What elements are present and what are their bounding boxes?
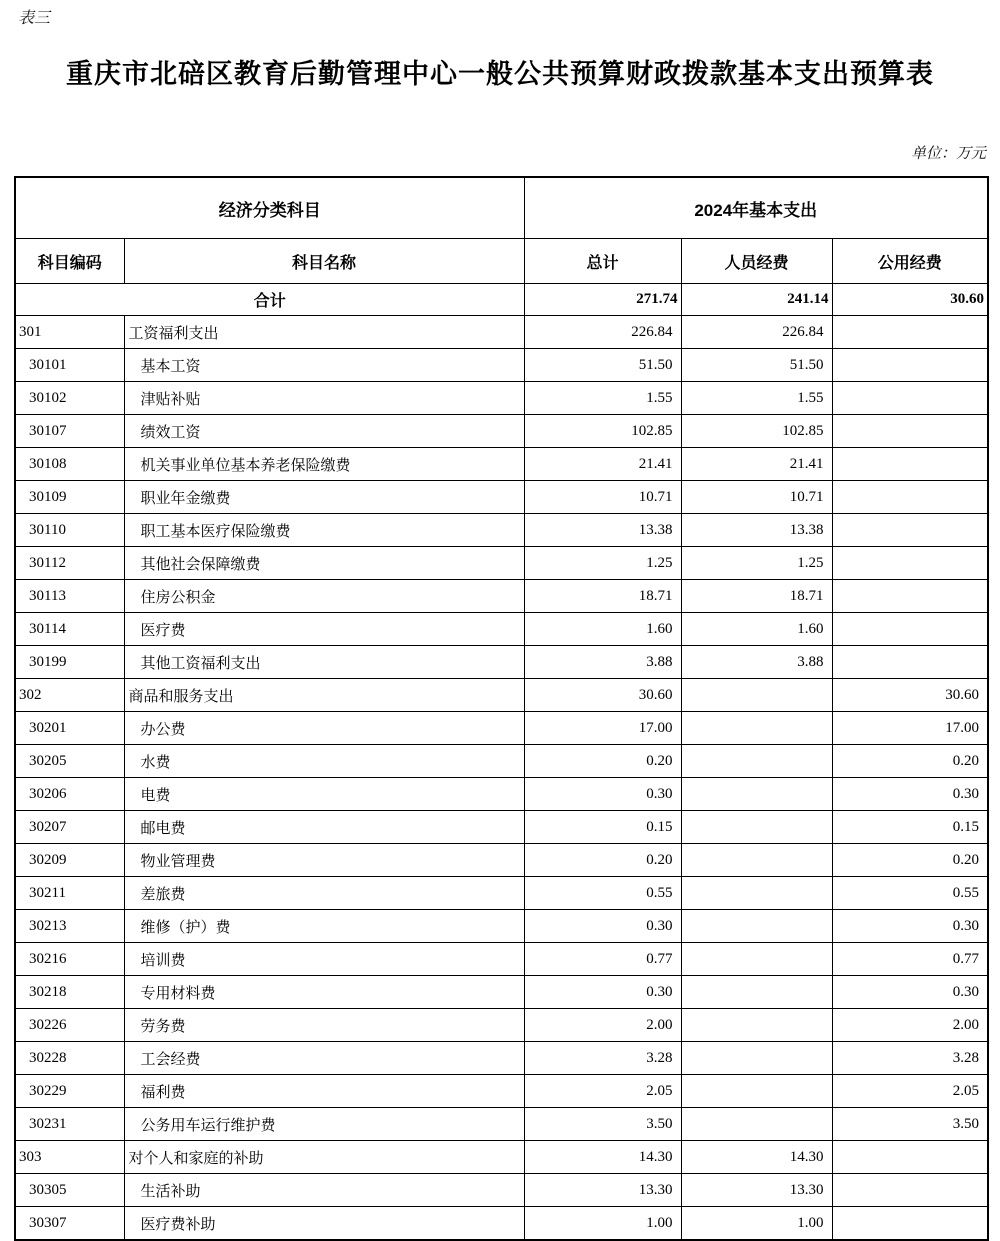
table-row [15, 1141, 988, 1174]
cell-total: 226.84 [524, 316, 681, 349]
cell-name: 对个人和家庭的补助 [124, 1141, 524, 1174]
cell-code: 30101 [15, 349, 124, 382]
table-row [15, 547, 988, 580]
grand-total-public-value: 30.60 [832, 284, 988, 316]
table-row [15, 646, 988, 679]
table-row [15, 1207, 988, 1241]
cell-personnel [681, 811, 832, 844]
cell-public: 0.77 [832, 943, 988, 976]
cell-total: 10.71 [524, 481, 681, 514]
cell-total: 21.41 [524, 448, 681, 481]
column-header-total: 总计 [524, 239, 681, 284]
table-row [15, 448, 988, 481]
cell-code: 30216 [15, 943, 124, 976]
table-row [15, 415, 988, 448]
page-title: 重庆市北碚区教育后勤管理中心一般公共预算财政拨款基本支出预算表 [66, 59, 934, 89]
budget-table-header [15, 177, 988, 284]
column-header-subject-code: 科目编码 [15, 239, 124, 284]
table-row [15, 910, 988, 943]
cell-personnel [681, 679, 832, 712]
cell-total: 1.00 [524, 1207, 681, 1241]
cell-name: 物业管理费 [124, 844, 524, 877]
cell-personnel [681, 712, 832, 745]
cell-personnel: 3.88 [681, 646, 832, 679]
cell-code: 30305 [15, 1174, 124, 1207]
table-row [15, 877, 988, 910]
cell-code: 30107 [15, 415, 124, 448]
cell-personnel [681, 943, 832, 976]
table-row [15, 382, 988, 415]
cell-public: 0.15 [832, 811, 988, 844]
cell-public [832, 1141, 988, 1174]
cell-name: 培训费 [124, 943, 524, 976]
cell-public [832, 547, 988, 580]
cell-code: 30110 [15, 514, 124, 547]
cell-code: 30207 [15, 811, 124, 844]
table-row [15, 613, 988, 646]
grand-total-row [15, 284, 988, 316]
cell-total: 2.05 [524, 1075, 681, 1108]
cell-total: 51.50 [524, 349, 681, 382]
cell-code: 303 [15, 1141, 124, 1174]
cell-code: 30206 [15, 778, 124, 811]
cell-total: 3.28 [524, 1042, 681, 1075]
header-columns-row [15, 239, 988, 284]
cell-personnel: 21.41 [681, 448, 832, 481]
cell-public [832, 349, 988, 382]
cell-name: 差旅费 [124, 877, 524, 910]
cell-code: 30205 [15, 745, 124, 778]
cell-total: 13.30 [524, 1174, 681, 1207]
cell-personnel [681, 976, 832, 1009]
table-row [15, 811, 988, 844]
cell-name: 邮电费 [124, 811, 524, 844]
cell-total: 0.20 [524, 745, 681, 778]
cell-total: 30.60 [524, 679, 681, 712]
table-body [15, 284, 988, 1241]
grand-total-total-value: 271.74 [524, 284, 681, 316]
cell-code: 302 [15, 679, 124, 712]
cell-personnel: 13.38 [681, 514, 832, 547]
cell-code: 30307 [15, 1207, 124, 1241]
cell-code: 30231 [15, 1108, 124, 1141]
cell-name: 职业年金缴费 [124, 481, 524, 514]
cell-public: 0.20 [832, 745, 988, 778]
cell-name: 电费 [124, 778, 524, 811]
cell-public: 0.30 [832, 976, 988, 1009]
cell-name: 绩效工资 [124, 415, 524, 448]
table-row [15, 712, 988, 745]
cell-code: 30199 [15, 646, 124, 679]
cell-total: 0.20 [524, 844, 681, 877]
table-row [15, 481, 988, 514]
cell-personnel: 51.50 [681, 349, 832, 382]
table-row [15, 1042, 988, 1075]
cell-public: 3.50 [832, 1108, 988, 1141]
cell-code: 30228 [15, 1042, 124, 1075]
column-header-public-funds: 公用经费 [832, 239, 988, 284]
cell-name: 公务用车运行维护费 [124, 1108, 524, 1141]
grand-total-personnel-value: 241.14 [681, 284, 832, 316]
cell-total: 102.85 [524, 415, 681, 448]
cell-public [832, 316, 988, 349]
cell-public [832, 415, 988, 448]
header-2024-basic-expenditure: 2024年基本支出 [524, 177, 988, 239]
cell-total: 17.00 [524, 712, 681, 745]
table-row [15, 1174, 988, 1207]
table-row [15, 778, 988, 811]
table-number-label: 表三 [18, 8, 51, 27]
cell-public [832, 382, 988, 415]
cell-total: 0.30 [524, 910, 681, 943]
budget-table [14, 176, 989, 1241]
cell-personnel [681, 910, 832, 943]
cell-personnel [681, 877, 832, 910]
cell-public: 0.20 [832, 844, 988, 877]
cell-public [832, 514, 988, 547]
cell-code: 301 [15, 316, 124, 349]
table-row [15, 679, 988, 712]
cell-personnel [681, 1009, 832, 1042]
cell-name: 基本工资 [124, 349, 524, 382]
table-row [15, 580, 988, 613]
grand-total-label: 合计 [15, 284, 524, 316]
column-header-subject-name: 科目名称 [124, 239, 524, 284]
cell-name: 福利费 [124, 1075, 524, 1108]
cell-total: 14.30 [524, 1141, 681, 1174]
cell-public: 2.00 [832, 1009, 988, 1042]
cell-total: 3.50 [524, 1108, 681, 1141]
cell-name: 劳务费 [124, 1009, 524, 1042]
table-row [15, 1075, 988, 1108]
cell-name: 其他社会保障缴费 [124, 547, 524, 580]
cell-public [832, 1207, 988, 1241]
cell-name: 其他工资福利支出 [124, 646, 524, 679]
cell-public: 2.05 [832, 1075, 988, 1108]
cell-name: 工资福利支出 [124, 316, 524, 349]
cell-public: 0.30 [832, 778, 988, 811]
cell-personnel: 102.85 [681, 415, 832, 448]
cell-name: 办公费 [124, 712, 524, 745]
cell-public [832, 481, 988, 514]
cell-code: 30109 [15, 481, 124, 514]
cell-name: 职工基本医疗保险缴费 [124, 514, 524, 547]
cell-total: 0.30 [524, 778, 681, 811]
cell-name: 住房公积金 [124, 580, 524, 613]
cell-public: 0.30 [832, 910, 988, 943]
cell-total: 0.55 [524, 877, 681, 910]
cell-personnel: 13.30 [681, 1174, 832, 1207]
cell-name: 水费 [124, 745, 524, 778]
table-row [15, 1108, 988, 1141]
cell-code: 30102 [15, 382, 124, 415]
cell-total: 1.25 [524, 547, 681, 580]
cell-code: 30114 [15, 613, 124, 646]
cell-personnel [681, 778, 832, 811]
cell-public: 0.55 [832, 877, 988, 910]
cell-total: 1.60 [524, 613, 681, 646]
cell-public [832, 1174, 988, 1207]
table-row [15, 514, 988, 547]
cell-public: 3.28 [832, 1042, 988, 1075]
cell-code: 30211 [15, 877, 124, 910]
cell-name: 工会经费 [124, 1042, 524, 1075]
cell-public [832, 580, 988, 613]
cell-personnel: 226.84 [681, 316, 832, 349]
cell-total: 1.55 [524, 382, 681, 415]
table-row [15, 976, 988, 1009]
cell-code: 30226 [15, 1009, 124, 1042]
header-economic-classification: 经济分类科目 [15, 177, 524, 239]
cell-total: 0.30 [524, 976, 681, 1009]
cell-code: 30113 [15, 580, 124, 613]
table-row [15, 844, 988, 877]
cell-public [832, 448, 988, 481]
cell-total: 13.38 [524, 514, 681, 547]
cell-code: 30112 [15, 547, 124, 580]
cell-name: 津贴补贴 [124, 382, 524, 415]
cell-personnel [681, 1075, 832, 1108]
cell-code: 30229 [15, 1075, 124, 1108]
cell-name: 商品和服务支出 [124, 679, 524, 712]
table-row [15, 349, 988, 382]
cell-code: 30201 [15, 712, 124, 745]
cell-public [832, 646, 988, 679]
cell-personnel [681, 1042, 832, 1075]
cell-personnel [681, 1108, 832, 1141]
cell-personnel: 10.71 [681, 481, 832, 514]
cell-name: 医疗费 [124, 613, 524, 646]
column-header-personnel-funds: 人员经费 [681, 239, 832, 284]
cell-public: 17.00 [832, 712, 988, 745]
cell-code: 30213 [15, 910, 124, 943]
cell-personnel: 1.00 [681, 1207, 832, 1241]
table-row [15, 1009, 988, 1042]
table-row [15, 745, 988, 778]
cell-public [832, 613, 988, 646]
cell-name: 医疗费补助 [124, 1207, 524, 1241]
cell-code: 30108 [15, 448, 124, 481]
cell-total: 18.71 [524, 580, 681, 613]
cell-name: 生活补助 [124, 1174, 524, 1207]
cell-personnel: 1.25 [681, 547, 832, 580]
cell-total: 2.00 [524, 1009, 681, 1042]
table-row [15, 943, 988, 976]
unit-note: 单位：万元 [910, 144, 986, 162]
table-row [15, 316, 988, 349]
cell-total: 3.88 [524, 646, 681, 679]
cell-name: 机关事业单位基本养老保险缴费 [124, 448, 524, 481]
cell-personnel [681, 844, 832, 877]
header-group-row [15, 177, 988, 239]
cell-personnel: 14.30 [681, 1141, 832, 1174]
cell-name: 维修（护）费 [124, 910, 524, 943]
cell-code: 30209 [15, 844, 124, 877]
cell-total: 0.15 [524, 811, 681, 844]
cell-total: 0.77 [524, 943, 681, 976]
cell-code: 30218 [15, 976, 124, 1009]
cell-name: 专用材料费 [124, 976, 524, 1009]
cell-personnel [681, 745, 832, 778]
cell-personnel: 1.55 [681, 382, 832, 415]
cell-public: 30.60 [832, 679, 988, 712]
cell-personnel: 1.60 [681, 613, 832, 646]
cell-personnel: 18.71 [681, 580, 832, 613]
